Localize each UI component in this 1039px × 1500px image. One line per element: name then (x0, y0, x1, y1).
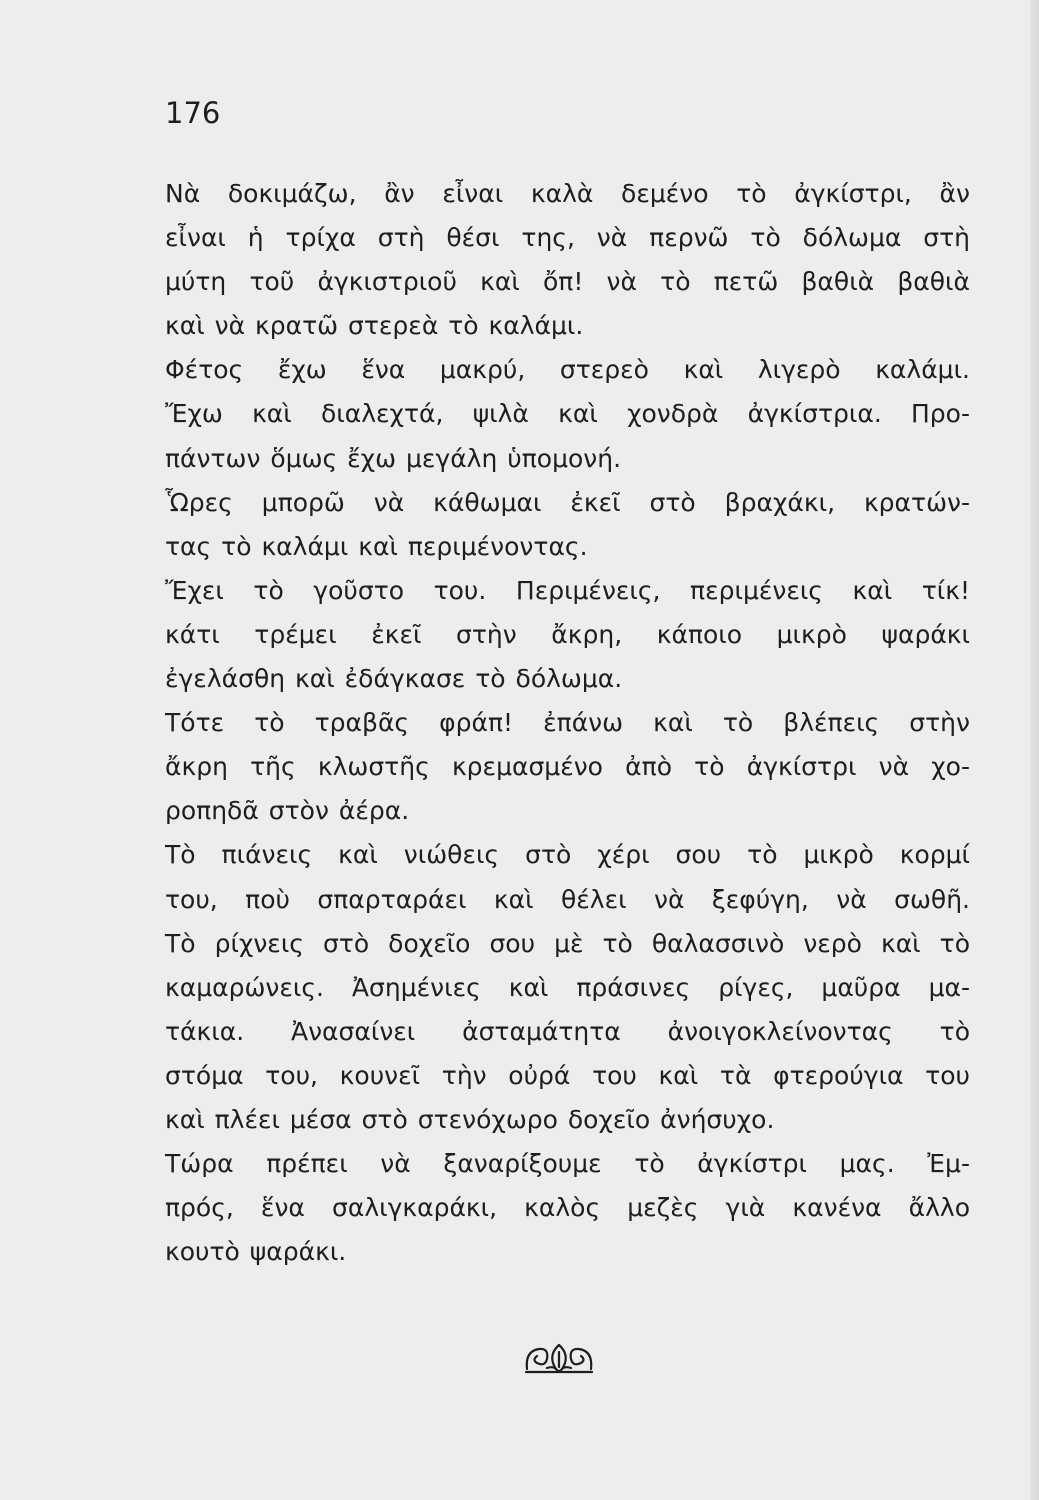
text-line: πρός, ἕνα σαλιγκαράκι, καλὸς μεζὲς γιὰ κανένα ἄλλο (165, 1193, 970, 1223)
text-line: κάτι τρέμει ἐκεῖ στὴν ἄκρη, κάποιο μικρὸ ψαράκι (165, 619, 970, 649)
text-line: ἐγελάσθη καὶ ἐδάγκασε τὸ δόλωμα. (165, 664, 623, 694)
text-line: Τὸ πιάνεις καὶ νιώθεις στὸ χέρι σου τὸ μικρὸ κορμί (165, 840, 970, 870)
text-line: Ὧρες μπορῶ νὰ κάθωμαι ἐκεῖ στὸ βραχάκι, κρατών- (165, 487, 970, 517)
text-line: Τότε τὸ τραβᾶς φράπ! ἐπάνω καὶ τὸ βλέπεις στὴν (165, 708, 970, 738)
text-line: ροπηδᾶ στὸν ἀέρα. (165, 796, 410, 826)
text-line: του, ποὺ σπαρταράει καὶ θέλει νὰ ξεφύγη, νὰ σωθῆ. (165, 884, 970, 914)
text-line: ἄκρη τῆς κλωστῆς κρεμασμένο ἀπὸ τὸ ἀγκίστρι νὰ χο- (165, 752, 970, 782)
text-line: τας τὸ καλάμι καὶ περιμένοντας. (165, 531, 588, 561)
text-line: καὶ πλέει μέσα στὸ στενόχωρο δοχεῖο ἀνήσυχο. (165, 1104, 775, 1134)
text-line: Φέτος ἔχω ἕνα μακρύ, στερεὸ καὶ λιγερὸ καλάμι. (165, 355, 970, 385)
text-line: μύτη τοῦ ἀγκιστριοῦ καὶ ὄπ! νὰ τὸ πετῶ βαθιὰ βαθιὰ (165, 267, 970, 297)
text-line: Ἔχω καὶ διαλεχτά, ψιλὰ καὶ χονδρὰ ἀγκίστρια. Προ- (165, 399, 970, 429)
text-line: καμαρώνεις. Ἀσημένιες καὶ πράσινες ρίγες, μαῦρα μα- (165, 972, 970, 1002)
text-line: πάντων ὅμως ἔχω μεγάλη ὑπομονή. (165, 443, 622, 473)
page-edge (1030, 0, 1039, 1500)
text-line: τάκια. Ἀνασαίνει ἀσταμάτητα ἀνοιγοκλείνοντας τὸ (165, 1016, 970, 1046)
text-line: Τώρα πρέπει νὰ ξαναρίξουμε τὸ ἀγκίστρι μας. Ἐμ- (165, 1149, 970, 1179)
text-line: εἶναι ἡ τρίχα στὴ θέσι της, νὰ περνῶ τὸ δόλωμα στὴ (165, 223, 970, 253)
text-line: καὶ νὰ κρατῶ στερεὰ τὸ καλάμι. (165, 311, 584, 341)
text-line: στόμα του, κουνεῖ τὴν οὐρά του καὶ τὰ φτερούγια του (165, 1060, 970, 1090)
text-line: Ἔχει τὸ γοῦστο του. Περιμένεις, περιμένεις καὶ τίκ! (165, 575, 970, 605)
text-line: κουτὸ ψαράκι. (165, 1237, 347, 1267)
vine-ornament-icon (523, 1341, 595, 1375)
text-line: Τὸ ρίχνεις στὸ δοχεῖο σου μὲ τὸ θαλασσινὸ νερὸ καὶ τὸ (165, 928, 970, 958)
text-line: Νὰ δοκιμάζω, ἂν εἶναι καλὰ δεμένο τὸ ἀγκίστρι, ἂν (165, 179, 970, 208)
body-text (165, 172, 970, 1274)
page-number: 176 (165, 96, 221, 130)
